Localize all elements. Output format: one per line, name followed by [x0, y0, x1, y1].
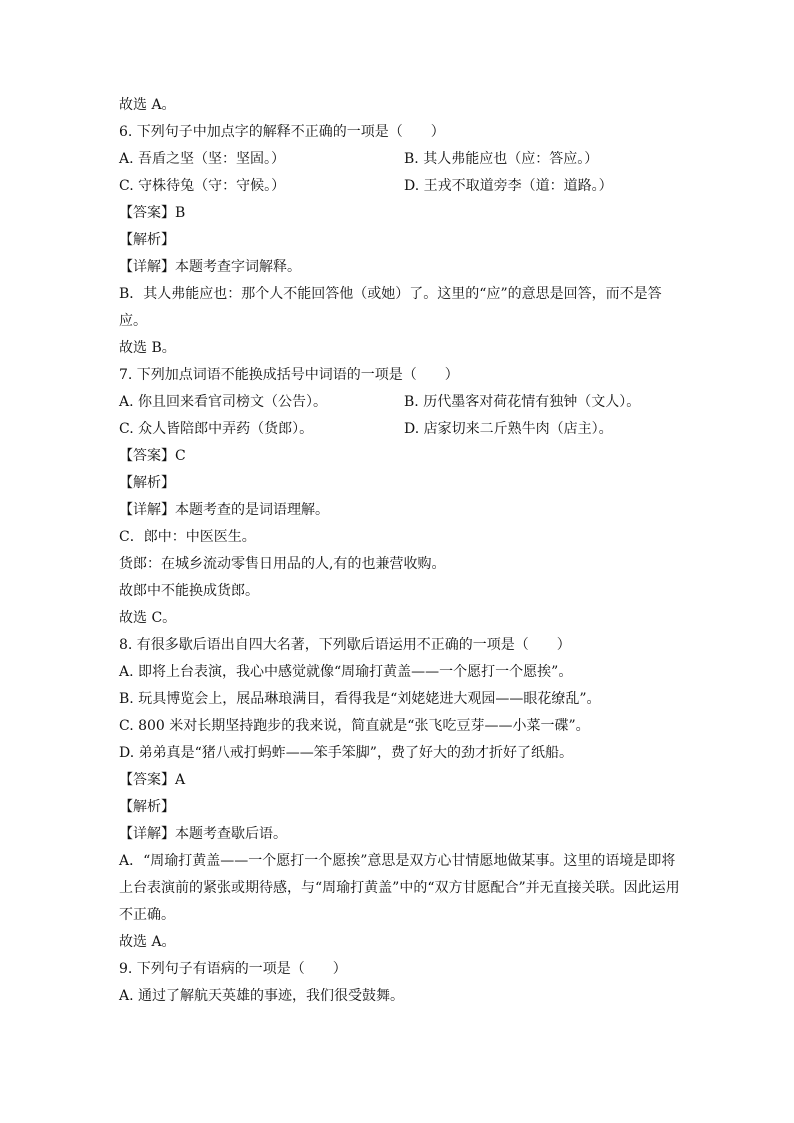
option-b: B. 玩具博览会上，展品琳琅满目，看得我是“刘姥姥进大观园——眼花缭乱”。	[119, 691, 601, 707]
option-d: D. 弟弟真是“猪八戒打蚂蚱——笨手笨脚”，费了好大的劲才折好了纸船。	[119, 745, 573, 761]
option-c: C. 800 米对长期坚持跑步的我来说，简直就是“张飞吃豆芽——小菜一碟”。	[119, 718, 590, 734]
explanation-text: 货郎：在城乡流动零售日用品的人,有的也兼营收购。	[119, 556, 446, 572]
options-row	[119, 389, 689, 416]
question-9: 9. 下列句子有语病的一项是（ ）	[119, 961, 347, 977]
option-a: A. 你且回来看官司榜文（公告）。	[119, 394, 328, 410]
option-c: C. 守株待兔（守：守候。）	[119, 178, 286, 194]
question-8: 8. 有很多歇后语出自四大名著，下列歇后语运用不正确的一项是（ ）	[119, 637, 571, 653]
option-a: A. 即将上台表演，我心中感觉就像“周瑜打黄盖——一个愿打一个愿挨”。	[119, 664, 573, 680]
option-b: B. 其人弗能应也（应：答应。）	[404, 151, 599, 167]
analysis-label: 【解析】	[119, 232, 175, 248]
option-d: D. 王戎不取道旁李（道：道路。）	[404, 178, 613, 194]
analysis-label: 【解析】	[119, 799, 175, 815]
answer-label: 【答案】C	[119, 448, 186, 464]
explanation-text: B．其人弗能应也：那个人不能回答他（或她）了。这里的“应”的意思是回答，而不是答应。	[119, 286, 662, 329]
document-content	[119, 92, 689, 1010]
answer-select: 故选 B。	[119, 340, 176, 356]
analysis-label: 【解析】	[119, 475, 175, 491]
option-a: A. 通过了解航天英雄的事迹，我们很受鼓舞。	[119, 988, 405, 1004]
option-d: D. 店家切来二斤熟牛肉（店主）。	[404, 421, 613, 437]
options-row	[119, 173, 689, 200]
answer-label: 【答案】B	[119, 205, 186, 221]
answer-select: 故选 C。	[119, 610, 177, 626]
option-b: B. 历代墨客对荷花情有独钟（文人）。	[404, 394, 641, 410]
explanation-text: C．郎中：中医医生。	[119, 529, 256, 545]
question-6: 6. 下列句子中加点字的解释不正确的一项是（ ）	[119, 124, 445, 140]
answer-select: 故选 A。	[119, 934, 176, 950]
answer-select: 故选 A。	[119, 97, 176, 113]
explanation-text: 故郎中不能换成货郎。	[119, 583, 259, 599]
answer-label: 【答案】A	[119, 772, 186, 788]
options-row	[119, 416, 689, 443]
options-row	[119, 146, 689, 173]
option-a: A. 吾盾之坚（坚：坚固。）	[119, 151, 286, 167]
explanation-text: A．“周瑜打黄盖——一个愿打一个愿挨”意思是双方心甘情愿地做某事。这里的语境是即将上台表演前的紧张或期待感，与“周瑜打黄盖”中的“双方甘愿配合”并无直接关联。因此运用不正确。	[119, 853, 680, 923]
question-7: 7. 下列加点词语不能换成括号中词语的一项是（ ）	[119, 367, 459, 383]
detail-label: 【详解】本题考查字词解释。	[119, 259, 301, 275]
option-c: C. 众人皆陪郎中弄药（货郎）。	[119, 421, 314, 437]
detail-label: 【详解】本题考查歇后语。	[119, 826, 287, 842]
detail-label: 【详解】本题考查的是词语理解。	[119, 502, 329, 518]
